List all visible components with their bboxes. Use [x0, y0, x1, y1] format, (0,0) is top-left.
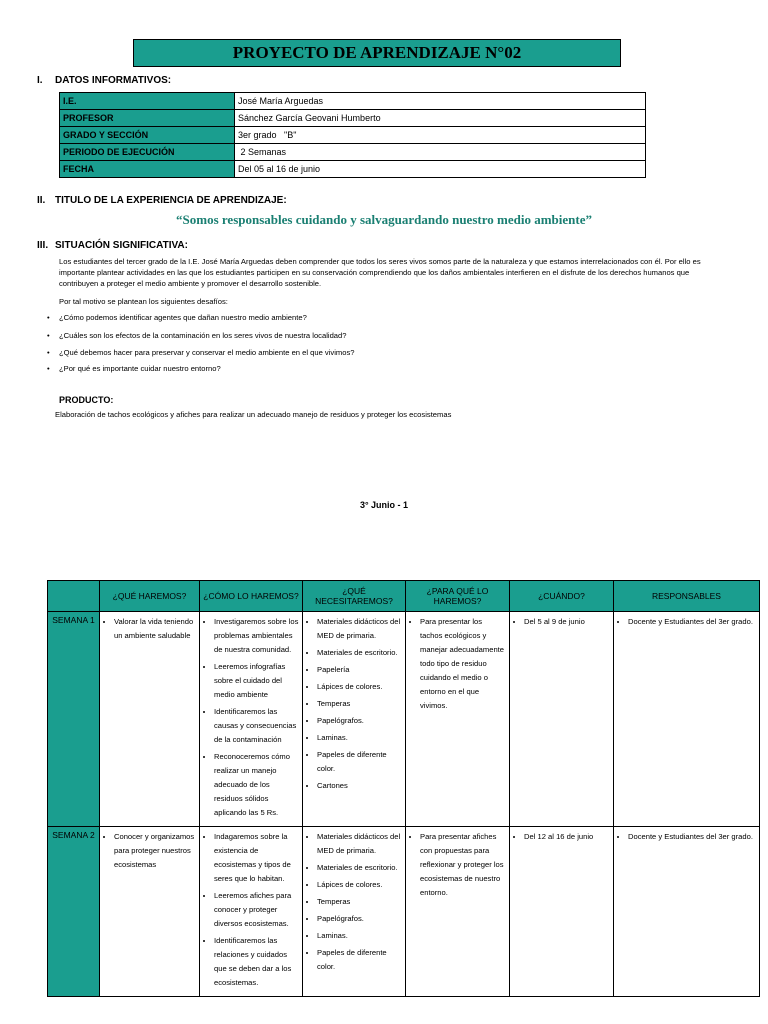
plan-cell-que	[100, 612, 200, 827]
plan-list-item: • Materiales de escritorio.	[317, 646, 402, 660]
plan-cell-cuando	[510, 612, 614, 827]
info-value: 3er grado "B"	[235, 127, 646, 144]
plan-list-item: • Del 12 al 16 de junio	[524, 830, 610, 844]
bullet-icon: •	[47, 364, 50, 373]
plan-list-item: • Cartones	[317, 779, 402, 793]
plan-list-item: • Papelógrafos.	[317, 714, 402, 728]
plan-header: ¿CUÁNDO?	[510, 581, 614, 612]
plan-list-item: • Docente y Estudiantes del 3er grado.	[628, 615, 756, 629]
challenge-text: ¿Qué debemos hacer para preservar y conservar el medio ambiente en el que vivimos?	[59, 348, 355, 357]
plan-cell-necesitaremos	[303, 827, 406, 997]
section-datos	[37, 75, 171, 86]
info-key: PROFESOR	[60, 110, 235, 127]
info-row	[60, 110, 646, 127]
page-label: 3° Junio - 1	[359, 500, 409, 510]
plan-list-item: • Leeremos afiches para conocer y proteger diversos ecosistemas.	[214, 889, 299, 931]
plan-list-item: • Lápices de colores.	[317, 680, 402, 694]
info-row	[60, 144, 646, 161]
plan-list-item: • Papeles de diferente color.	[317, 946, 402, 974]
plan-cell-como	[200, 612, 303, 827]
info-table	[59, 92, 646, 178]
week-label: SEMANA 2	[48, 827, 100, 997]
info-value: Del 05 al 16 de junio	[235, 161, 646, 178]
info-row	[60, 127, 646, 144]
section-label: DATOS INFORMATIVOS:	[55, 75, 172, 86]
plan-header: ¿CÓMO LO HAREMOS?	[200, 581, 303, 612]
plan-header: ¿QUÉ NECESITAREMOS?	[303, 581, 406, 612]
plan-list-item: • Reconoceremos cómo realizar un manejo adecuado de los residuos sólidos aplicando las 5 Rs.	[214, 750, 299, 820]
plan-list-item: • Materiales de escritorio.	[317, 861, 402, 875]
plan-list-item: • Laminas.	[317, 929, 402, 943]
section-number: III.	[37, 240, 49, 251]
plan-list-item: • Materiales didácticos del MED de primaria.	[317, 830, 402, 858]
section-label: SITUACIÓN SIGNIFICATIVA:	[55, 240, 188, 251]
plan-list-item: • Lápices de colores.	[317, 878, 402, 892]
week-label: SEMANA 1	[48, 612, 100, 827]
info-key: PERIODO DE EJECUCIÓN	[60, 144, 235, 161]
plan-header: ¿QUÉ HAREMOS?	[100, 581, 200, 612]
plan-cell-para-que	[406, 827, 510, 997]
bullet-icon: •	[47, 331, 50, 340]
challenge-item	[47, 313, 307, 322]
plan-cell-responsables	[614, 827, 760, 997]
plan-list-item: • Para presentar los tachos ecológicos y manejar adecuadamente todo tipo de residuo cuidando el medio o entorno en el que vivimos.	[420, 615, 506, 713]
product-text: Elaboración de tachos ecológicos y afiches para realizar un adecuado manejo de residuos y proteger los ecosistemas	[55, 410, 452, 419]
info-key: GRADO Y SECCIÓN	[60, 127, 235, 144]
plan-list-item: • Conocer y organizamos para proteger nuestros ecosistemas	[114, 830, 196, 872]
plan-list-item: • Temperas	[317, 697, 402, 711]
info-key: I.E.	[60, 93, 235, 110]
info-value: Sánchez García Geovani Humberto	[235, 110, 646, 127]
page-title	[133, 39, 621, 67]
plan-cell-para-que	[406, 612, 510, 827]
challenge-text: ¿Cuáles son los efectos de la contaminación en los seres vivos de nuestra localidad?	[59, 331, 347, 340]
plan-list-item: • Del 5 al 9 de junio	[524, 615, 610, 629]
challenge-text: ¿Cómo podemos identificar agentes que dañan nuestro medio ambiente?	[59, 313, 307, 322]
product-heading: PRODUCTO:	[59, 395, 114, 405]
situation-paragraph: Los estudiantes del tercer grado de la I.E. José María Arguedas deben comprender que todos los seres vivos somos parte de la naturaleza y que estamos interrelacionados con él. Por ello es importante plantear actividades en las que los estudiantes participen en su conservación comprendiendo que los daños ambientales interfieren en el disfrute de los derechos humanos que contribuyen a proteger el medio ambiente y promover el desarrollo sostenible.	[59, 257, 701, 288]
plan-header: ¿PARA QUÉ LO HAREMOS?	[406, 581, 510, 612]
plan-list-item: • Papelería	[317, 663, 402, 677]
info-row	[60, 93, 646, 110]
plan-list-item: • Valorar la vida teniendo un ambiente saludable	[114, 615, 196, 643]
plan-list-item: • Identificaremos las relaciones y cuidados que se deben dar a los ecosistemas.	[214, 934, 299, 990]
challenge-item	[47, 331, 346, 340]
bullet-icon: •	[47, 348, 50, 357]
experience-title: “Somos responsables cuidando y salvaguardando nuestro medio ambiente”	[176, 212, 592, 227]
plan-list-item: • Leeremos infografías sobre el cuidado del medio ambiente	[214, 660, 299, 702]
section-situacion	[37, 240, 188, 251]
plan-list-item: • Identificaremos las causas y consecuencias de la contaminación	[214, 705, 299, 747]
plan-header: RESPONSABLES	[614, 581, 760, 612]
section-number: II.	[37, 195, 46, 206]
plan-row	[48, 827, 760, 997]
section-number: I.	[37, 75, 43, 86]
plan-cell-que	[100, 827, 200, 997]
section-titulo	[37, 195, 287, 206]
section-label: TITULO DE LA EXPERIENCIA DE APRENDIZAJE:	[55, 195, 287, 206]
plan-table	[47, 580, 760, 997]
info-value: 2 Semanas	[235, 144, 646, 161]
challenges-intro: Por tal motivo se plantean los siguientes desafíos:	[59, 297, 228, 306]
plan-list-item: • Investigaremos sobre los problemas ambientales de nuestra comunidad.	[214, 615, 299, 657]
bullet-icon: •	[47, 313, 50, 322]
plan-row	[48, 612, 760, 827]
plan-cell-necesitaremos	[303, 612, 406, 827]
title-text: PROYECTO DE APRENDIZAJE N°02	[232, 43, 522, 62]
plan-list-item: • Temperas	[317, 895, 402, 909]
plan-list-item: • Para presentar afiches con propuestas para reflexionar y proteger los ecosistemas de nuestro entorno.	[420, 830, 506, 900]
plan-cell-cuando	[510, 827, 614, 997]
plan-list-item: • Materiales didácticos del MED de primaria.	[317, 615, 402, 643]
plan-cell-como	[200, 827, 303, 997]
plan-list-item: • Docente y Estudiantes del 3er grado.	[628, 830, 756, 844]
challenge-item	[47, 364, 221, 373]
plan-list-item: • Papeles de diferente color.	[317, 748, 402, 776]
plan-list-item: • Laminas.	[317, 731, 402, 745]
plan-cell-responsables	[614, 612, 760, 827]
info-value: José María Arguedas	[235, 93, 646, 110]
info-row	[60, 161, 646, 178]
challenge-item	[47, 348, 354, 357]
plan-header	[48, 581, 100, 612]
challenge-text: ¿Por qué es importante cuidar nuestro entorno?	[59, 364, 221, 373]
info-key: FECHA	[60, 161, 235, 178]
plan-list-item: • Papelógrafos.	[317, 912, 402, 926]
plan-list-item: • Indagaremos sobre la existencia de ecosistemas y tipos de seres que lo habitan.	[214, 830, 299, 886]
